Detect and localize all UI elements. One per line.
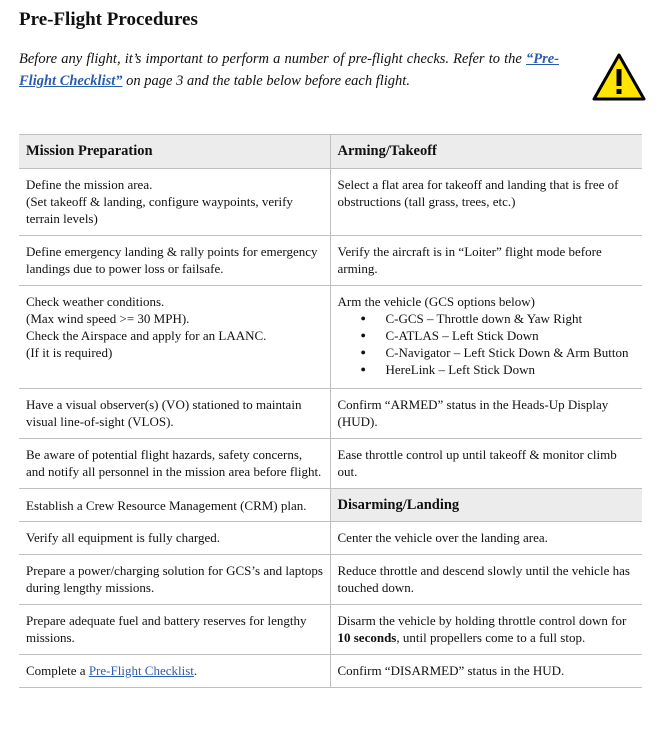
- mission-cell: [19, 169, 330, 236]
- mission-cell: Be aware of potential flight hazards, safety concerns, and notify all personnel in the mission area before flight.: [19, 439, 330, 489]
- arming-cell: Select a flat area for takeoff and landing that is free of obstructions (tall grass, trees, etc.): [330, 169, 642, 236]
- list-item: ● C-Navigator – Left Stick Down & Arm Button: [386, 344, 637, 361]
- arming-text: Arm the vehicle (GCS options below): [337, 294, 535, 309]
- disarming-cell: [330, 605, 642, 655]
- disarming-text: , until propellers come to a full stop.: [396, 630, 586, 645]
- mission-text: Define the mission area.: [26, 177, 153, 192]
- disarming-cell: Confirm “DISARMED” status in the HUD.: [330, 655, 642, 688]
- arming-cell: Verify the aircraft is in “Loiter” flight mode before arming.: [330, 236, 642, 286]
- intro-text-after: on page 3 and the table below before each flight.: [122, 73, 410, 89]
- disarming-text: Disarm the vehicle by holding throttle control down for: [337, 613, 627, 628]
- disarming-cell: Center the vehicle over the landing area.: [330, 522, 642, 555]
- mission-cell: Prepare adequate fuel and battery reserves for lengthy missions.: [19, 605, 330, 655]
- list-item: ● C-GCS – Throttle down & Yaw Right: [386, 310, 637, 327]
- mission-text: (If it is required): [26, 345, 113, 360]
- table-row: [19, 135, 642, 169]
- mission-preparation-header: Mission Preparation: [19, 135, 330, 169]
- disarming-landing-header: Disarming/Landing: [330, 489, 642, 522]
- disarm-duration: 10 seconds: [337, 630, 397, 645]
- arming-cell: [330, 286, 642, 389]
- table-row: [19, 169, 642, 236]
- warning-triangle-icon: [591, 52, 647, 102]
- disarming-cell: Reduce throttle and descend slowly until the vehicle has touched down.: [330, 555, 642, 605]
- table-row: [19, 439, 642, 489]
- table-row: [19, 236, 642, 286]
- procedures-table: [19, 134, 642, 688]
- table-row: [19, 389, 642, 439]
- mission-cell: [19, 655, 330, 688]
- list-item: ● C-ATLAS – Left Stick Down: [386, 327, 637, 344]
- gcs-options-list: [338, 310, 637, 378]
- table-row: [19, 522, 642, 555]
- mission-text: Check weather conditions.: [26, 294, 165, 309]
- table-row: [19, 286, 642, 389]
- table-row: [19, 605, 642, 655]
- mission-text: Complete a: [26, 663, 89, 678]
- arming-cell: Confirm “ARMED” status in the Heads-Up Display (HUD).: [330, 389, 642, 439]
- table-row: [19, 555, 642, 605]
- page-title: Pre-Flight Procedures: [19, 9, 198, 30]
- intro-text-before: Before any flight, it’s important to perform a number of pre-flight checks. Refer to the: [19, 51, 526, 67]
- table-row: [19, 489, 642, 522]
- mission-cell: Prepare a power/charging solution for GCS’s and laptops during lengthy missions.: [19, 555, 330, 605]
- mission-cell: [19, 286, 330, 389]
- arming-cell: Ease throttle control up until takeoff & monitor climb out.: [330, 439, 642, 489]
- mission-cell: Verify all equipment is fully charged.: [19, 522, 330, 555]
- mission-cell: Establish a Crew Resource Management (CRM) plan.: [19, 489, 330, 522]
- table-row: [19, 655, 642, 688]
- list-item: ● HereLink – Left Stick Down: [386, 361, 637, 378]
- mission-text: (Max wind speed >= 30 MPH).: [26, 311, 190, 326]
- arming-takeoff-header: Arming/Takeoff: [330, 135, 642, 169]
- mission-text: Check the Airspace and apply for an LAANC.: [26, 328, 267, 343]
- mission-cell: Have a visual observer(s) (VO) stationed to maintain visual line-of-sight (VLOS).: [19, 389, 330, 439]
- mission-text: .: [193, 663, 198, 678]
- intro-paragraph: [19, 48, 559, 92]
- mission-cell: Define emergency landing & rally points for emergency landings due to power loss or failsafe.: [19, 236, 330, 286]
- preflight-checklist-link[interactable]: “Pre-Flight Checklist”: [19, 51, 559, 89]
- mission-text: (Set takeoff & landing, configure waypoints, verify terrain levels): [26, 194, 293, 226]
- checklist-link[interactable]: Pre-Flight Checklist: [88, 663, 194, 678]
